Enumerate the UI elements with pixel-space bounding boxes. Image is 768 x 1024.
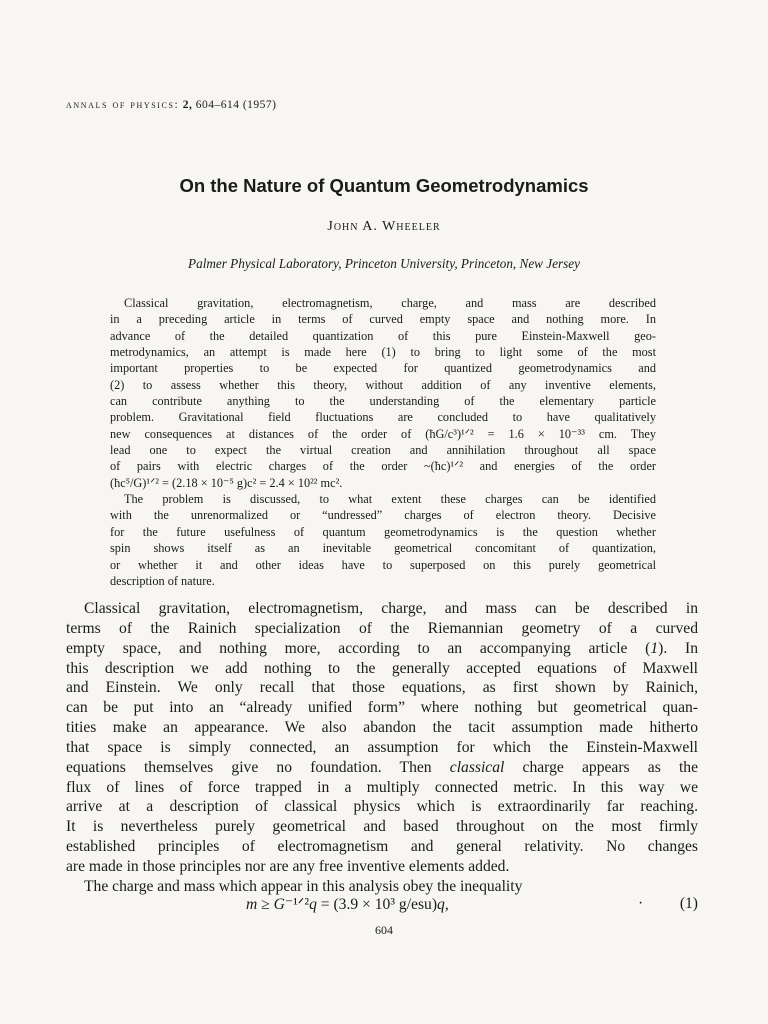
pages-year: 604–614 (1957) — [195, 99, 277, 111]
abstract-line: of pairs with electric charges of the order ~(ħc)¹ᐟ² and energies of the order — [110, 459, 656, 474]
body-line: can be put into an “already unified form” where nothing but geometrical quan- — [66, 699, 698, 717]
abstract-line: new consequences at distances of the order of (ħG/c³)¹ᐟ² = 1.6 × 10⁻³³ cm. They — [110, 426, 656, 441]
journal-name: annals of physics: — [66, 99, 180, 111]
equation-dot: · — [638, 895, 644, 912]
body-line: are made in those principles nor are any free inventive elements added. — [66, 857, 510, 875]
equation-1 — [66, 895, 698, 917]
abstract-line: description of nature. — [110, 573, 215, 588]
body-line: established principles of electromagnetism and general relativity. No changes — [66, 838, 698, 856]
abstract-line: The problem is discussed, to what extent these charges can be identified — [124, 492, 656, 507]
body-line: It is nevertheless purely geometrical and based throughout on the most firmly — [66, 818, 698, 836]
page-number: 604 — [375, 923, 393, 937]
abstract-line: (ħc⁵/G)¹ᐟ² = (2.18 × 10⁻⁵ g)c² = 2.4 × 10²² mc². — [110, 475, 343, 490]
author-name: John A. Wheeler — [327, 219, 441, 234]
paper-title: On the Nature of Quantum Geometrodynamics — [179, 175, 589, 196]
body-line: terms of the Rainich specialization of the Riemannian geometry of a curved — [66, 619, 698, 637]
abstract-line: can contribute anything to the understanding of the elementary particle — [110, 394, 656, 409]
abstract-line: problem. Gravitational field fluctuations are concluded to have qualitatively — [110, 410, 656, 425]
body-line: equations themselves give no foundation. Then classical charge appears as the — [66, 758, 698, 776]
body-line: that space is simply connected, an assumption for which the Einstein-Maxwell — [66, 738, 698, 756]
body-line: The charge and mass which appear in this analysis obey the inequality — [84, 877, 523, 895]
body-line: Classical gravitation, electromagnetism, charge, and mass can be described in — [84, 600, 698, 617]
body-line: and Einstein. We only recall that those equations, as first shown by Rainich, — [66, 679, 698, 697]
body-line: arrive at a description of classical physics which is extraordinarily far reaching. — [66, 798, 698, 816]
abstract-line: metrodynamics, an attempt is made here (1) to bring to light some of the most — [110, 345, 656, 360]
abstract — [110, 295, 656, 589]
abstract-line: lead one to expect the virtual creation and annihilation throughout all space — [110, 443, 656, 458]
abstract-line: with the unrenormalized or “undressed” charges of electron theory. Decisive — [110, 508, 656, 523]
body-line: tities make an appearance. We also abandon the tacit assumption made hitherto — [66, 719, 698, 737]
journal-citation — [66, 99, 277, 111]
body-text — [66, 599, 698, 897]
equation-number: (1) — [679, 895, 698, 912]
abstract-line: for the future usefulness of quantum geometrodynamics is the question whether — [110, 524, 656, 539]
abstract-line: Classical gravitation, electromagnetism, charge, and mass are described — [124, 296, 656, 310]
abstract-line: spin shows itself as an inevitable geometrical concomitant of quantization, — [110, 541, 656, 556]
body-line: this description we add nothing to the generally accepted equations of Maxwell — [66, 659, 698, 677]
abstract-line: or whether it and other ideas have to superposed on this purely geometrical — [110, 557, 656, 572]
equation-expression: m ≥ G⁻¹ᐟ²q = (3.9 × 10³ g/esu)q, — [246, 896, 449, 913]
abstract-line: in a preceding article in terms of curved empty space and nothing more. In — [110, 312, 656, 327]
body-line: empty space, and nothing more, according to an accompanying article (1). In — [66, 639, 698, 657]
abstract-line: (2) to assess whether this theory, without addition of any inventive elements, — [110, 377, 656, 392]
author-affiliation: Palmer Physical Laboratory, Princeton University, Princeton, New Jersey — [188, 256, 580, 271]
volume-number: 2, — [182, 99, 193, 111]
body-line: flux of lines of force trapped in a multiply connected metric. In this way we — [66, 778, 698, 796]
abstract-line: advance of the detailed quantization of this pure Einstein-Maxwell geo- — [110, 328, 656, 343]
abstract-line: important properties to be expected for quantized geometrodynamics and — [110, 361, 656, 376]
